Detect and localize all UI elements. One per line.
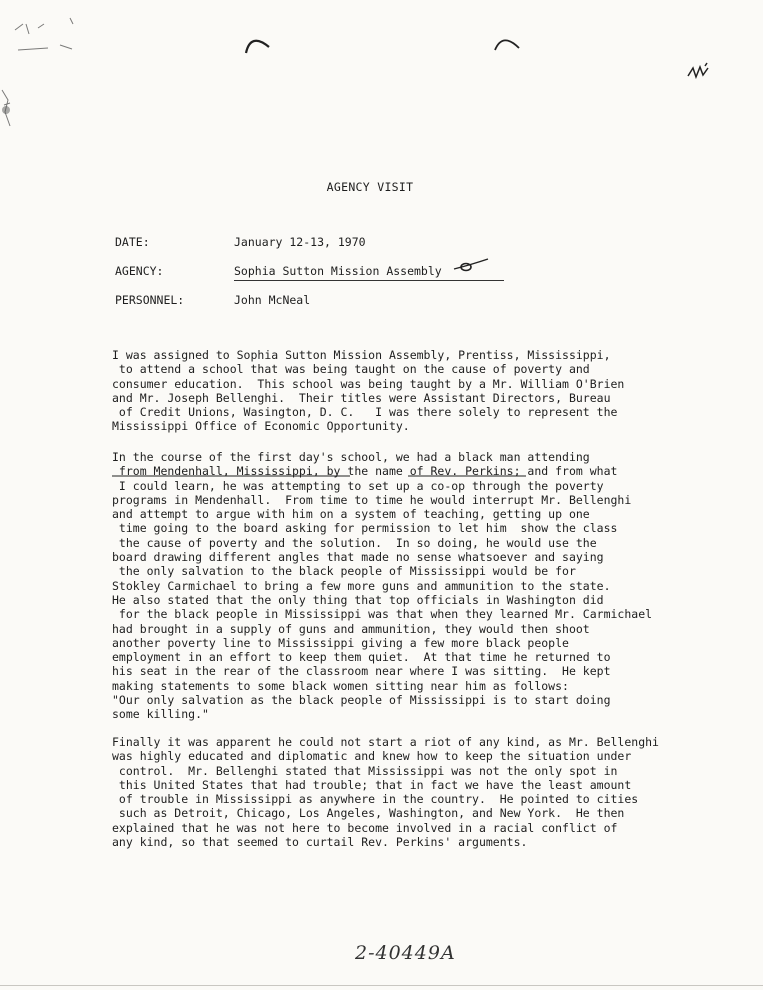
agency-value: Sophia Sutton Mission Assembly [234, 264, 504, 281]
punch-mark-left-icon [243, 35, 273, 57]
paragraph-3: Finally it was apparent he could not start a riot of any kind, as Mr. Bellenghi was highly educated and diplomatic and knew how to keep the situation under control. Mr. Bellenghi stated that Mississippi was not the only spot in this United States that had trouble; that in fact we have the least amount of trouble in Mississippi as anywhere in the country. He pointed to cities such as Detroit, Chicago, Los Angeles, Washington, and New York. He then explained that he was not here to become involved in a racial conflict of any kind, so that seemed to curtail Rev. Perkins' arguments. [112, 735, 659, 850]
agency-scribble-icon [452, 255, 492, 275]
agency-label: AGENCY: [115, 264, 164, 278]
underline-perkins-icon [408, 474, 528, 478]
date-label: DATE: [115, 235, 150, 249]
corner-scribble-icon [685, 62, 715, 82]
personnel-label: PERSONNEL: [115, 293, 185, 307]
paragraph-2: In the course of the first day's school, we had a black man attending from Mendenhall, Mississippi, by the name of Rev. Perkins; and from what I could learn, he was attempting to set up a co-op through the poverty programs in Mendenhall. From time to time he would interrupt Mr. Bellenghi and attempt to argue with him on a system of teaching, getting up one time going to the board asking for permission to let him show the class the cause of poverty and the solution. In so doing, he would use the board drawing different angles that made no sense whatsoever and saying the only salvation to the black people of Mississippi would be for Stokley Carmichael to bring a few more guns and ammunition to the state. He also stated that the only thing that top officials in Washington did for the black people in Mississippi was that when they learned Mr. Carmichael had brought in a supply of guns and ammunition, they would then shoot another poverty line to Mississippi giving a few more black people employment in an effort to keep them quiet. At that time he returned to his seat in the rear of the classroom near where I was sitting. He kept making statements to some black women sitting near him as follows: "Our only salvation as the black people of Mississippi is to start doing some killing." [112, 450, 653, 722]
handwritten-number: 2-40449A [355, 942, 456, 964]
date-value: January 12-13, 1970 [234, 235, 366, 249]
scan-smudge-icon [0, 10, 90, 150]
paragraph-1: I was assigned to Sophia Sutton Mission Assembly, Prentiss, Mississippi, to attend a school that was being taught on the cause of poverty and consumer education. This school was being taught by a Mr. William O'Brien and Mr. Joseph Bellenghi. Their titles were Assistant Directors, Bureau of Credit Unions, Wasington, D. C. I was there solely to represent the Mississippi Office of Economic Opportunity. [112, 348, 625, 434]
underline-mendenhall-icon [112, 474, 352, 478]
punch-mark-right-icon [493, 35, 523, 57]
personnel-value: John McNeal [234, 293, 311, 307]
page-bottom-edge [0, 985, 763, 986]
page-title: AGENCY VISIT [326, 180, 414, 194]
